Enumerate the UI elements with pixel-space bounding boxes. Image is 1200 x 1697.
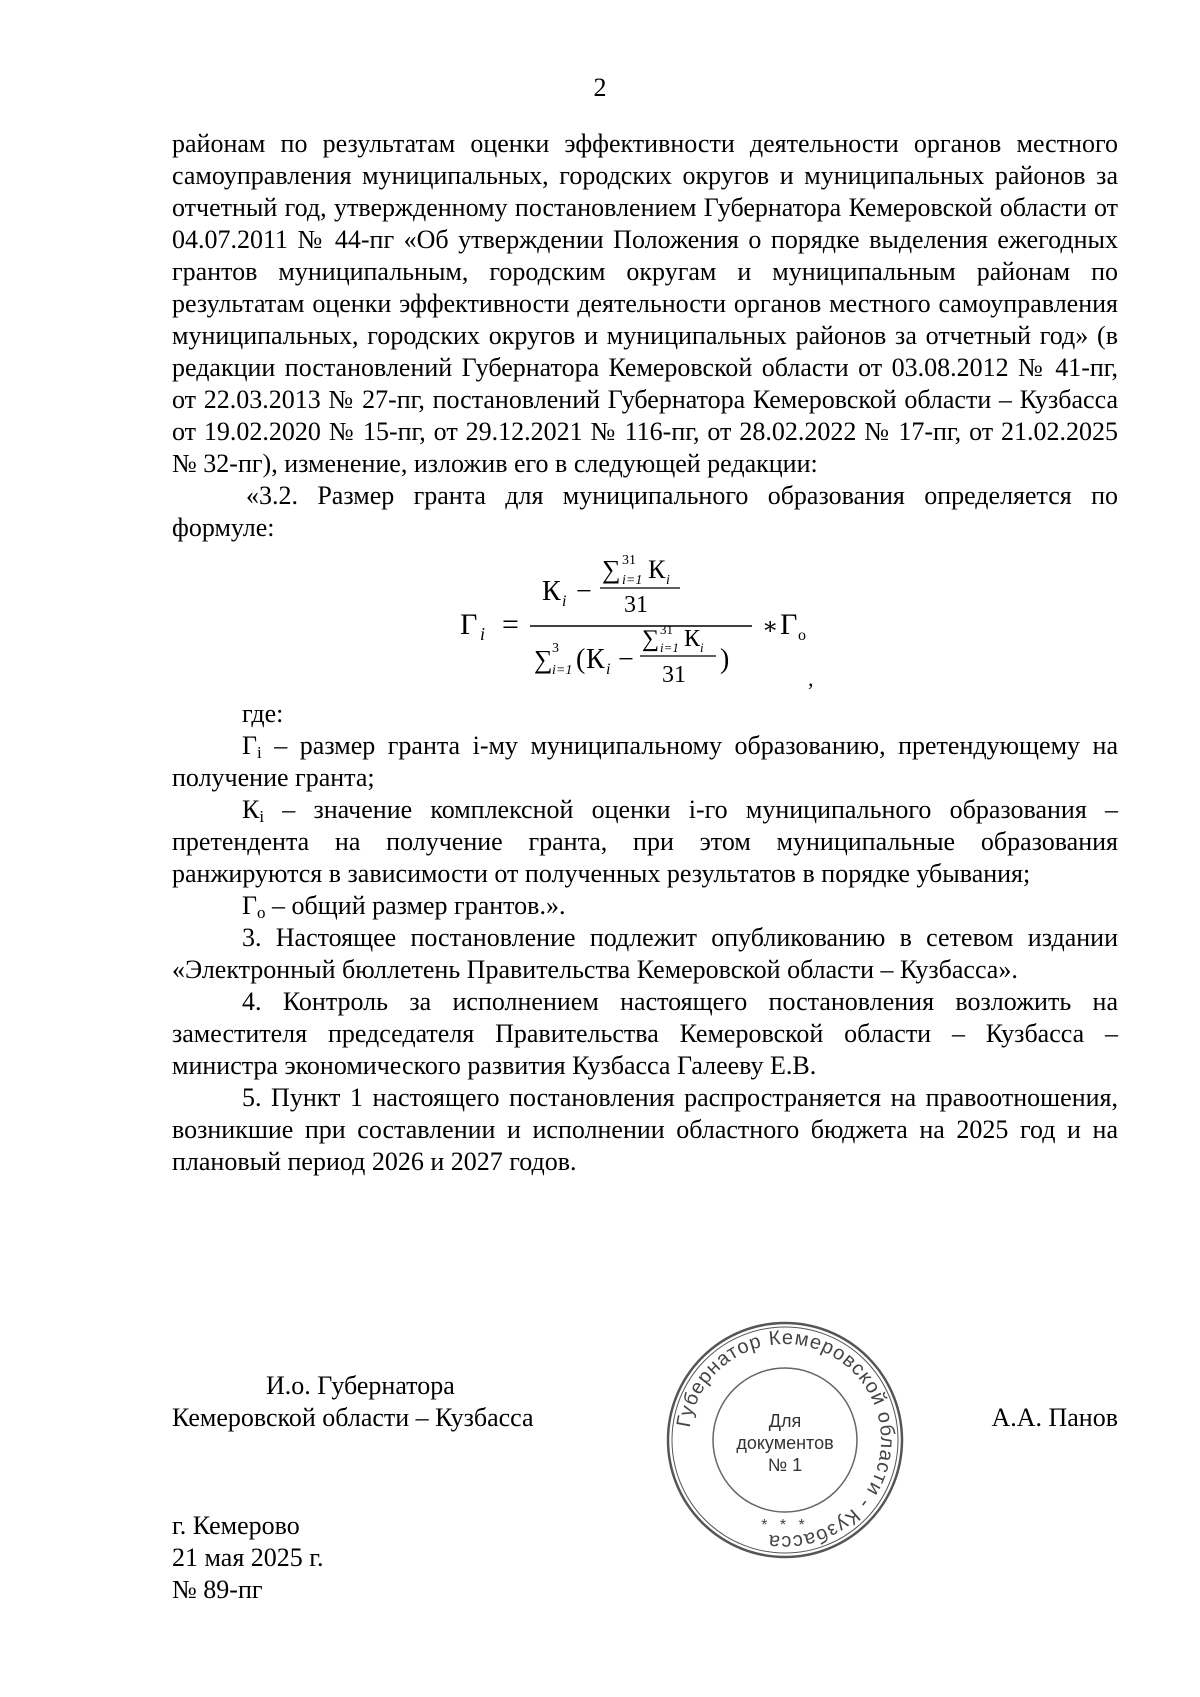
svg-text:i=1: i=1: [622, 573, 643, 588]
svg-text:31: 31: [660, 622, 673, 637]
num-K: К: [542, 576, 561, 607]
paragraph-3: 3. Настоящее постановление подлежит опубликованию в сетевом издании «Электронный бюллетень Правительства Кемеровской области – Кузбасса».: [172, 923, 1118, 984]
footer-number: № 89-пг: [172, 1575, 263, 1604]
formula-G0: Г: [780, 608, 798, 641]
svg-text:о: о: [798, 627, 806, 644]
svg-text:−: −: [576, 576, 592, 607]
formula-comma: ,: [808, 666, 814, 691]
svg-text:3: 3: [552, 641, 559, 656]
signature-block: [172, 1370, 1118, 1460]
official-seal-stamp: [665, 1320, 905, 1560]
signatory-name: А.А. Панов: [991, 1403, 1118, 1432]
svg-text:i: i: [562, 593, 567, 610]
svg-text:i: i: [700, 640, 704, 655]
svg-text:К: К: [586, 644, 605, 675]
svg-text:К: К: [684, 626, 701, 652]
seal-stars: * * *: [761, 1517, 809, 1534]
grant-formula: [172, 548, 1118, 698]
footer-city: г. Кемерово: [172, 1511, 300, 1540]
footer-date: 21 мая 2025 г.: [172, 1543, 324, 1572]
signatory-title: И.о. Губернатора: [266, 1371, 455, 1400]
page-number: 2: [593, 73, 607, 102]
paragraph-1: районам по результатам оценки эффективности деятельности органов местного самоуправления муниципальных, городских округов и муниципальных районов за отчетный год, утвержденному постановлением Губернатора Кемеровской области от 04.07.2011 № 44-пг «Об утверждении Положения о порядке выделения ежегодных грантов муниципальным, городским округам и муниципальным районам по результатам оценки эффективности деятельности органов местного самоуправления муниципальных, городских округов и муниципальных районов за отчетный год» (в редакции постановлений Губернатора Кемеровской области от 03.08.2012 № 41-пг, от 22.03.2013 № 27-пг, постановлений Губернатора Кемеровской области – Кузбасса от 19.02.2020 № 15-пг, от 29.12.2021 № 116-пг, от 28.02.2022 № 17-пг, от 21.02.2025 № 32-пг), изменение, изложив его в следующей редакции:: [172, 129, 1118, 478]
seal-ring-text: Губернатор Кемеровской области - Кузбасса: [672, 1326, 899, 1554]
svg-text:∑: ∑: [642, 626, 660, 652]
svg-text:=: =: [502, 608, 519, 641]
seal-center-text: Для документов № 1: [736, 1411, 834, 1475]
svg-text:К: К: [648, 555, 666, 584]
paragraph-5: 5. Пункт 1 настоящего постановления распространяется на правоотношения, возникшие при составлении и исполнении областного бюджета на 2025 год и на плановый период 2026 и 2027 годов.: [172, 1083, 1118, 1176]
document-body: [172, 128, 1118, 1178]
svg-text:i=1: i=1: [660, 640, 679, 655]
formula-lhs-sub: i: [480, 624, 486, 644]
paragraph-4: 4. Контроль за исполнением настоящего постановления возложить на заместителя председателя Правительства Кемеровской области – Кузбасса – министра экономического развития Кузбасса Галееву Е.В.: [172, 987, 1118, 1080]
den-sum-sign: ∑: [534, 645, 553, 674]
svg-text:−: −: [618, 644, 634, 675]
signatory-region: Кемеровской области – Кузбасса: [172, 1403, 534, 1432]
svg-text:i=1: i=1: [552, 663, 573, 678]
definition-Ki: $К_i$ – значение комплексной оценки i-го муниципального образования – претендента на получение гранта, при этом муниципальные образования ранжируются в зависимости от полученных результатов в порядке убывания;: [172, 795, 1118, 888]
formula-svg: [172, 548, 1118, 698]
num-sum-sign: ∑: [602, 555, 621, 584]
svg-text:31: 31: [622, 553, 636, 568]
svg-text:i: i: [666, 573, 670, 588]
svg-text:31: 31: [662, 662, 686, 688]
formula-mult: ∗: [762, 614, 779, 640]
where-label: где:: [242, 699, 284, 728]
definition-Go: $Г_о$ – общий размер грантов.».: [242, 891, 566, 922]
svg-text:i: i: [606, 661, 611, 678]
document-footer: [172, 1510, 324, 1606]
svg-text:31: 31: [624, 592, 648, 618]
paragraph-3-2: «3.2. Размер гранта для муниципального образования определяется по формуле:: [172, 481, 1118, 542]
formula-lhs: Г: [460, 608, 478, 641]
svg-text:(: (: [576, 644, 586, 675]
definition-Gi: $Г_i$ – размер гранта i-му муниципальному образованию, претендующему на получение гранта;: [172, 731, 1118, 792]
svg-text:): ): [720, 644, 730, 675]
